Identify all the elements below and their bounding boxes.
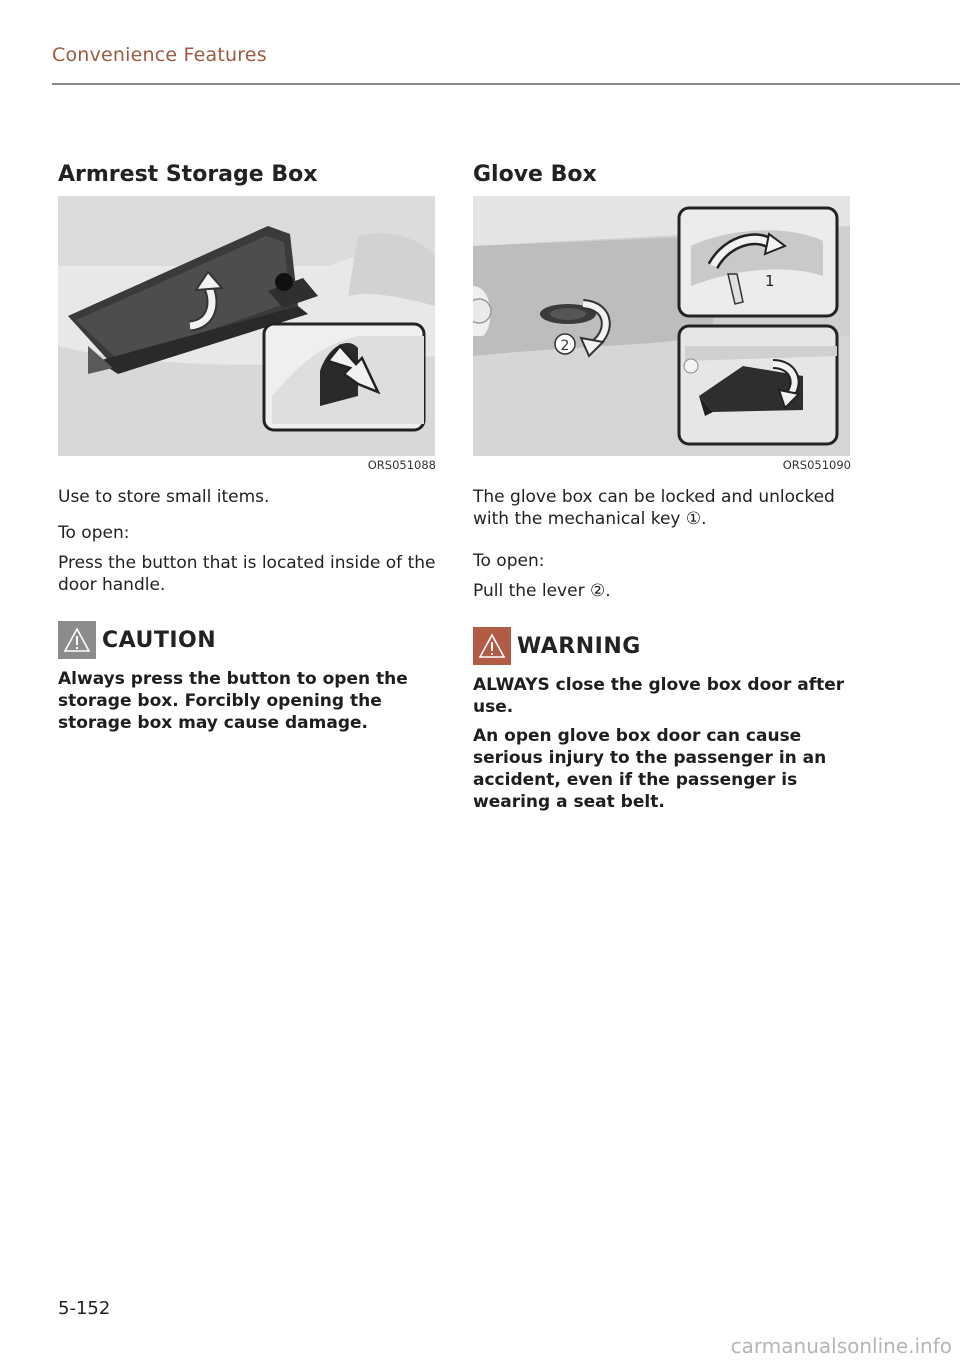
warning-text: ALWAYS close the glove box door after use. (473, 675, 845, 717)
page-number: 5-152 (58, 1298, 111, 1319)
armrest-paragraph: Use to store small items. (58, 487, 270, 507)
armrest-illustration (58, 196, 435, 456)
armrest-paragraph: Press the button that is located inside of the door handle. (58, 553, 436, 595)
armrest-section (58, 158, 436, 734)
warning-header (473, 626, 851, 666)
warning-triangle-icon (473, 627, 511, 665)
caution-text: Always press the button to open the storage box. Forcibly opening the storage box may cause damage. (58, 669, 408, 733)
glove-box-figure-code: ORS051090 (782, 458, 851, 472)
glove-box-illustration (473, 196, 850, 456)
glove-box-paragraph: The glove box can be locked and unlocked with the mechanical key ①. (473, 487, 835, 529)
glove-box-section (473, 158, 851, 813)
caution-label: CAUTION (102, 627, 217, 653)
glove-box-paragraph: To open: (473, 551, 545, 571)
running-header: Convenience Features (52, 44, 267, 66)
caution-header (58, 620, 436, 660)
glove-box-title: Glove Box (473, 162, 597, 187)
header-divider (52, 83, 960, 85)
armrest-figure-code: ORS051088 (367, 458, 436, 472)
armrest-paragraph: To open: (58, 523, 130, 543)
glove-box-paragraph: Pull the lever ②. (473, 581, 611, 601)
glove-callout-2: 2 (560, 338, 570, 354)
caution-triangle-icon (58, 621, 96, 659)
armrest-title: Armrest Storage Box (58, 162, 318, 187)
warning-label: WARNING (517, 633, 641, 659)
watermark: carmanualsonline.info (730, 1334, 952, 1358)
warning-text: An open glove box door can cause serious injury to the passenger in an accident, even if the passenger is wearing a seat belt. (473, 726, 827, 812)
glove-callout-1: 1 (765, 272, 775, 290)
